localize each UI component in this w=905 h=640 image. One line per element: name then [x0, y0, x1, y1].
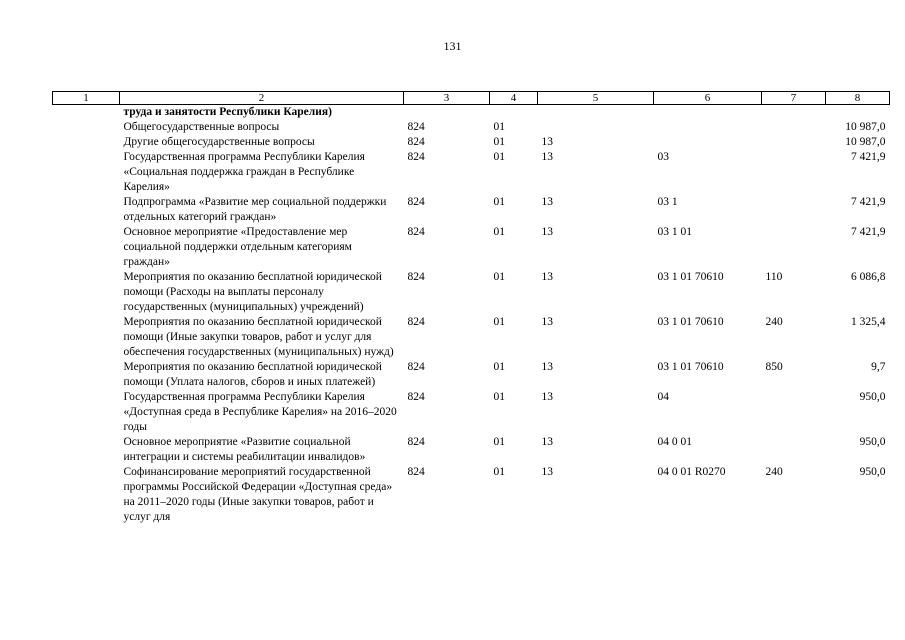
- subsection-code-cell: [538, 105, 654, 121]
- expense-type-cell: [762, 120, 826, 135]
- table-row: [53, 105, 890, 121]
- table-row: [53, 435, 890, 465]
- ministry-code-cell: 824: [407, 121, 425, 133]
- table-row: [53, 465, 890, 525]
- row-name-cell: Основное мероприятие «Предоставление мер социальной поддержки отдельным категориям граждан»: [123, 226, 352, 268]
- subsection-code-cell: 13: [541, 466, 553, 478]
- ministry-code-cell: 824: [407, 136, 425, 148]
- row-number-cell: [53, 120, 120, 135]
- table-row: [53, 390, 890, 435]
- row-name-cell: Государственная программа Республики Карелия «Социальная поддержка граждан в Республике Карелия»: [123, 151, 365, 193]
- expense-type-cell: [762, 135, 826, 150]
- ministry-code-cell: 824: [407, 226, 425, 238]
- row-number-cell: [53, 360, 120, 390]
- table-header-row: [53, 92, 890, 105]
- row-name-cell: Основное мероприятие «Развитие социальной интеграции и системы реабилитации инвалидов»: [123, 436, 366, 463]
- section-code-cell: 01: [493, 151, 505, 163]
- section-code-cell: 01: [493, 436, 505, 448]
- subsection-code-cell: [538, 120, 654, 135]
- expense-type-cell: [762, 225, 826, 270]
- row-number-cell: [53, 315, 120, 360]
- row-name-cell: Мероприятия по оказанию бесплатной юридической помощи (Уплата налогов, сборов и иных платежей): [123, 361, 382, 388]
- ministry-code-cell: 824: [407, 151, 425, 163]
- row-number-cell: [53, 270, 120, 315]
- subsection-code-cell: 13: [541, 226, 553, 238]
- row-name-cell: Другие общегосударственные вопросы: [123, 136, 315, 148]
- amount-cell: 7 421,9: [851, 226, 886, 238]
- page-number: 131: [443, 39, 462, 53]
- table-row: [53, 120, 890, 135]
- row-number-cell: [53, 465, 120, 525]
- subsection-code-cell: 13: [541, 391, 553, 403]
- ministry-code-cell: 824: [407, 316, 425, 328]
- row-name-cell: Государственная программа Республики Карелия «Доступная среда в Республике Карелия» на 2016–2020 годы: [123, 391, 397, 433]
- table-row: [53, 315, 890, 360]
- ministry-code-cell: 824: [407, 391, 425, 403]
- subsection-code-cell: 13: [541, 316, 553, 328]
- section-code-cell: 01: [493, 391, 505, 403]
- amount-cell: 9,7: [871, 361, 886, 373]
- section-code-cell: 01: [493, 226, 505, 238]
- row-number-cell: [53, 105, 120, 121]
- ministry-code-cell: 824: [407, 466, 425, 478]
- ministry-code-cell: 824: [407, 271, 425, 283]
- table-row: [53, 135, 890, 150]
- amount-cell: 7 421,9: [851, 196, 886, 208]
- subsection-code-cell: 13: [541, 151, 553, 163]
- expense-type-cell: [762, 435, 826, 465]
- row-name-cell: Мероприятия по оказанию бесплатной юридической помощи (Расходы на выплаты персоналу государственных (муниципальных) учреждений): [123, 271, 382, 313]
- target-article-cell: 03 1 01 70610: [657, 316, 724, 328]
- ministry-code-cell: 824: [407, 436, 425, 448]
- amount-cell: 6 086,8: [851, 271, 886, 283]
- expense-type-cell: 240: [765, 316, 783, 328]
- target-article-cell: 04 0 01: [657, 436, 692, 448]
- target-article-cell: 03: [657, 151, 669, 163]
- row-number-cell: [53, 195, 120, 225]
- row-number-cell: [53, 225, 120, 270]
- section-code-cell: 01: [493, 196, 505, 208]
- target-article-cell: [654, 105, 762, 121]
- target-article-cell: 03 1 01: [657, 226, 692, 238]
- section-code-cell: 01: [493, 136, 505, 148]
- amount-cell: 950,0: [859, 466, 886, 478]
- column-header: 3: [404, 92, 490, 105]
- row-name-cell: Мероприятия по оказанию бесплатной юридической помощи (Иные закупки товаров, работ и услуг для обеспечения государственных (муниципальных) нужд): [123, 316, 394, 358]
- column-header: 6: [654, 92, 762, 105]
- expense-type-cell: [762, 390, 826, 435]
- amount-cell: 10 987,0: [845, 136, 886, 148]
- column-header: 4: [490, 92, 538, 105]
- subsection-code-cell: 13: [541, 136, 553, 148]
- amount-cell: 950,0: [859, 436, 886, 448]
- expense-type-cell: [762, 195, 826, 225]
- table-row: [53, 195, 890, 225]
- subsection-code-cell: 13: [541, 436, 553, 448]
- amount-cell: [826, 105, 890, 121]
- section-code-cell: 01: [493, 361, 505, 373]
- amount-cell: 1 325,4: [851, 316, 886, 328]
- table-row: [53, 150, 890, 195]
- section-code-cell: 01: [493, 121, 505, 133]
- amount-cell: 7 421,9: [851, 151, 886, 163]
- column-header: 5: [538, 92, 654, 105]
- target-article-cell: 03 1 01 70610: [657, 271, 724, 283]
- expense-type-cell: [762, 150, 826, 195]
- column-header: 7: [762, 92, 826, 105]
- table-row: [53, 225, 890, 270]
- row-name-cell: труда и занятости Республики Карелия): [123, 106, 332, 118]
- section-code-cell: 01: [493, 271, 505, 283]
- budget-table: [52, 91, 890, 525]
- target-article-cell: 03 1: [657, 196, 678, 208]
- target-article-cell: 04 0 01 R0270: [657, 466, 726, 478]
- column-header: 8: [826, 92, 890, 105]
- table-row: [53, 270, 890, 315]
- section-code-cell: [490, 105, 538, 121]
- row-name-cell: Софинансирование мероприятий государственной программы Российской Федерации «Доступная среда» на 2011–2020 годы (Иные закупки товаров, работ и услуг для: [123, 466, 393, 523]
- subsection-code-cell: 13: [541, 361, 553, 373]
- expense-type-cell: 240: [765, 466, 783, 478]
- row-number-cell: [53, 435, 120, 465]
- amount-cell: 10 987,0: [845, 121, 886, 133]
- amount-cell: 950,0: [859, 391, 886, 403]
- row-name-cell: Общегосударственные вопросы: [123, 121, 280, 133]
- table-row: [53, 360, 890, 390]
- row-number-cell: [53, 150, 120, 195]
- section-code-cell: 01: [493, 316, 505, 328]
- target-article-cell: [654, 120, 762, 135]
- row-number-cell: [53, 135, 120, 150]
- target-article-cell: 04: [657, 391, 669, 403]
- expense-type-cell: 850: [765, 361, 783, 373]
- ministry-code-cell: [404, 105, 490, 121]
- target-article-cell: [654, 135, 762, 150]
- column-header: 1: [53, 92, 120, 105]
- column-header: 2: [120, 92, 404, 105]
- expense-type-cell: [762, 105, 826, 121]
- table-body: [53, 105, 890, 526]
- row-number-cell: [53, 390, 120, 435]
- section-code-cell: 01: [493, 466, 505, 478]
- expense-type-cell: 110: [765, 271, 783, 283]
- target-article-cell: 03 1 01 70610: [657, 361, 724, 373]
- row-name-cell: Подпрограмма «Развитие мер социальной поддержки отдельных категорий граждан»: [123, 196, 387, 223]
- subsection-code-cell: 13: [541, 271, 553, 283]
- subsection-code-cell: 13: [541, 196, 553, 208]
- ministry-code-cell: 824: [407, 196, 425, 208]
- ministry-code-cell: 824: [407, 361, 425, 373]
